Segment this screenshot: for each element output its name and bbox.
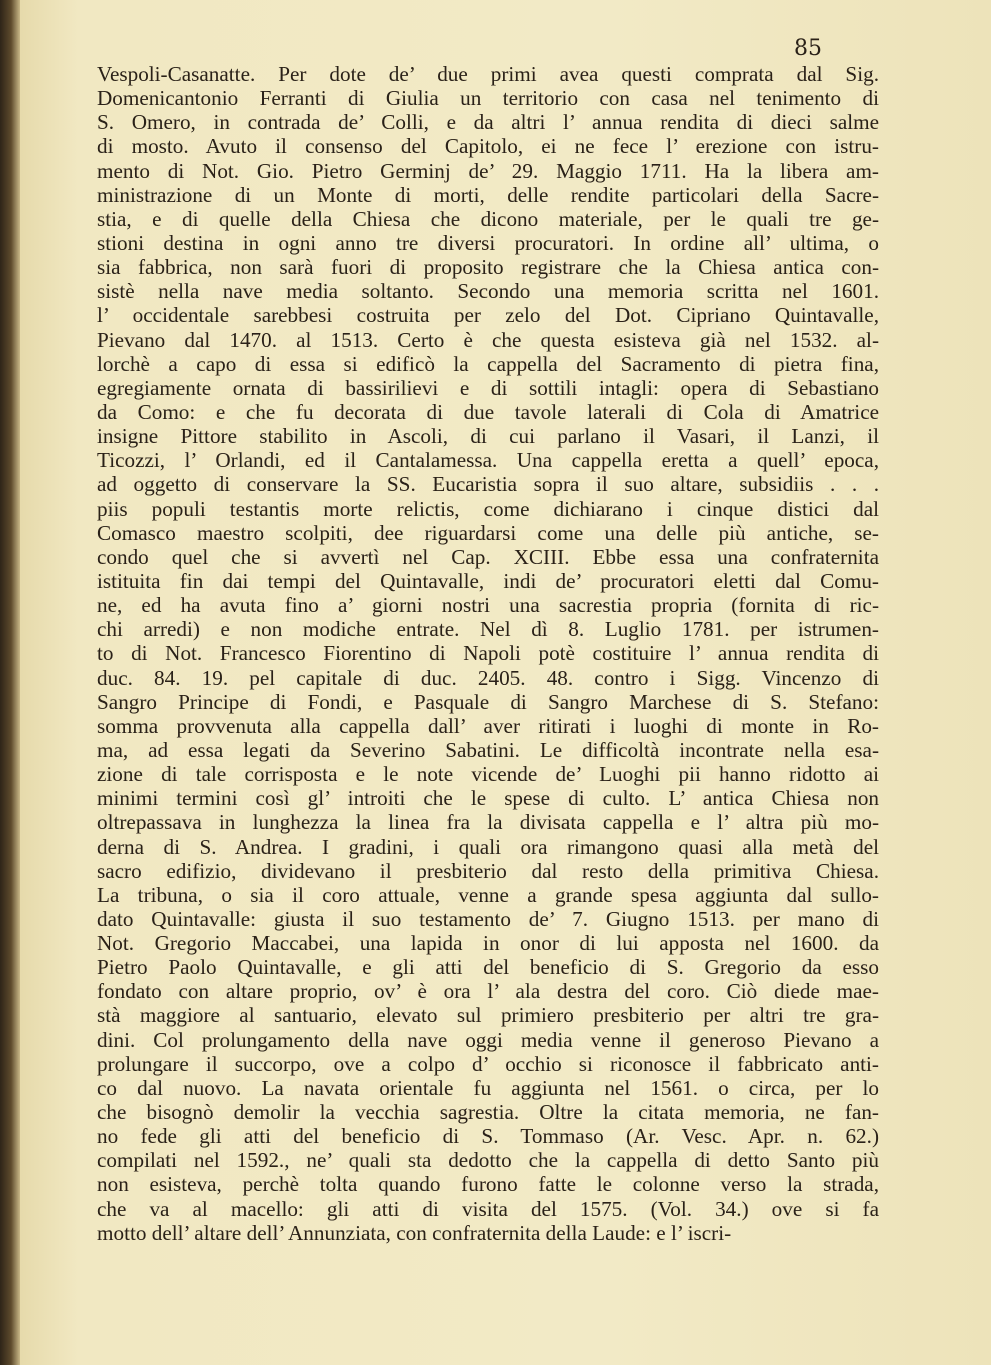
text-line: duc. 84. 19. pel capitale di duc. 2405. 48. contro i Sigg. Vincenzo di xyxy=(97,665,879,690)
text-line: mento di Not. Gio. Pietro Germinj de’ 29. Maggio 1711. Ha la libera am- xyxy=(97,158,879,183)
text-line: Domenicantonio Ferranti di Giulia un territorio con casa nel tenimento di xyxy=(97,86,879,111)
text-line: ad oggetto di conservare la SS. Eucaristia sopra il suo altare, subsidiis . . . xyxy=(97,472,879,497)
text-line: oltrepassava in lunghezza la linea fra la divisata cappella e l’ altra più mo- xyxy=(97,810,879,835)
text-line: Pievano dal 1470. al 1513. Certo è che questa esisteva già nel 1532. al- xyxy=(97,327,879,352)
text-line: Vespoli-Casanatte. Per dote de’ due primi avea questi comprata dal Sig. xyxy=(97,62,879,86)
page-number: 85 xyxy=(794,36,822,61)
text-line: l’ occidentale sarebbesi costruita per zelo del Dot. Cipriano Quintavalle, xyxy=(97,303,879,328)
text-line: sia fabbrica, non sarà fuori di proposito registrare che la Chiesa antica con- xyxy=(97,255,879,280)
text-line: dato Quintavalle: giusta il suo testamento de’ 7. Giugno 1513. per mano di xyxy=(97,906,879,931)
text-line: condo quel che si avvertì nel Cap. XCIII. Ebbe essa una confraternita xyxy=(97,544,879,569)
text-line: zione di tale corrisposta e le note vicende de’ Luoghi pii hanno ridotto ai xyxy=(97,762,879,787)
text-line: Sangro Principe di Fondi, e Pasquale di Sangro Marchese di S. Stefano: xyxy=(97,689,879,714)
text-line: compilati nel 1592., ne’ quali sta dedotto che la cappella di detto Santo più xyxy=(97,1148,879,1173)
text-line: che bisognò demolir la vecchia sagrestia. Oltre la citata memoria, ne fan- xyxy=(97,1100,879,1125)
text-line: ma, ad essa legati da Severino Sabatini. Le difficoltà incontrate nella esa- xyxy=(97,737,879,762)
text-line: piis populi testantis morte relictis, come dichiarano i cinque distici dal xyxy=(97,496,879,521)
text-line: che va al macello: gli atti di visita del 1575. (Vol. 34.) ove si fa xyxy=(97,1196,879,1221)
text-line: stà maggiore al santuario, elevato sul primiero presbiterio per altri tre gra- xyxy=(97,1003,879,1028)
text-line: sacro edifizio, dividevano il presbiterio dal resto della primitiva Chiesa. xyxy=(97,858,879,883)
text-line: di mosto. Avuto il consenso del Capitolo, ei ne fece l’ erezione con istru- xyxy=(97,134,879,159)
text-line: stioni destina in ogni anno tre diversi procuratori. In ordine all’ ultima, o xyxy=(97,230,879,255)
text-line: non esisteva, perchè tolta quando furono fatte le colonne verso la strada, xyxy=(97,1172,879,1197)
text-line: chi arredi) e non modiche entrate. Nel dì 8. Luglio 1781. per istrumen- xyxy=(97,617,879,642)
text-line: Not. Gregorio Maccabei, una lapida in onor di lui apposta nel 1600. da xyxy=(97,931,879,956)
text-line: lorchè a capo di essa si edificò la cappella del Sacramento di pietra fina, xyxy=(97,351,879,376)
text-line: egregiamente ornata di bassirilievi e di sottili intagli: opera di Sebastiano xyxy=(97,375,879,400)
text-line: Pietro Paolo Quintavalle, e gli atti del beneficio di S. Gregorio da esso xyxy=(97,955,879,980)
text-line: istituita fin dai tempi del Quintavalle, indi de’ procuratori eletti dal Comu- xyxy=(97,568,879,593)
text-line: fondato con altare proprio, ov’ è ora l’ ala destra del coro. Ciò diede mae- xyxy=(97,979,879,1004)
text-line: Ticozzi, l’ Orlandi, ed il Cantalamessa. Una cappella eretta a quell’ epoca, xyxy=(97,448,879,473)
text-line: Comasco maestro scolpiti, dee riguardarsi come una delle più antiche, se- xyxy=(97,520,879,545)
text-line: ministrazione di un Monte di morti, delle rendite particolari della Sacre- xyxy=(97,182,879,207)
text-line: dini. Col prolungamento della nave oggi media venne il generoso Pievano a xyxy=(97,1027,879,1052)
text-line: no fede gli atti del beneficio di S. Tommaso (Ar. Vesc. Apr. n. 62.) xyxy=(97,1124,879,1149)
text-line: to di Not. Francesco Fiorentino di Napoli potè costituire l’ annua rendita di xyxy=(97,641,879,666)
text-line: derna di S. Andrea. I gradini, i quali ora rimangono quasi alla metà del xyxy=(97,834,879,859)
text-line: stia, e di quelle della Chiesa che dicono materiale, per le quali tre ge- xyxy=(97,206,879,231)
text-line: somma provvenuta alla cappella dall’ aver ritirati i luoghi di monte in Ro- xyxy=(97,713,879,738)
text-line: minimi termini così gl’ introiti che le spese di culto. L’ antica Chiesa non xyxy=(97,786,879,811)
text-line: insigne Pittore stabilito in Ascoli, di cui parlano il Vasari, il Lanzi, il xyxy=(97,424,879,449)
text-line: motto dell’ altare dell’ Annunziata, con confraternita della Laude: e l’ iscri- xyxy=(97,1220,732,1245)
text-line: prolungare il succorpo, ove a colpo d’ occhio si riconosce il fabbricato anti- xyxy=(97,1051,879,1076)
book-gutter xyxy=(0,0,20,1365)
body-text xyxy=(97,62,879,1245)
text-line: ne, ed ha avuta fino a’ giorni nostri una sacrestia propria (fornita di ric- xyxy=(97,593,879,618)
text-line: sistè nella nave media soltanto. Secondo una memoria scritta nel 1601. xyxy=(97,279,879,304)
text-line: da Como: e che fu decorata di due tavole laterali di Cola di Amatrice xyxy=(97,399,879,424)
text-line: S. Omero, in contrada de’ Colli, e da altri l’ annua rendita di dieci salme xyxy=(97,110,879,135)
text-line: La tribuna, o sia il coro attuale, venne a grande spesa aggiunta dal sullo- xyxy=(97,882,879,907)
text-line: co dal nuovo. La navata orientale fu aggiunta nel 1561. o circa, per lo xyxy=(97,1075,879,1100)
